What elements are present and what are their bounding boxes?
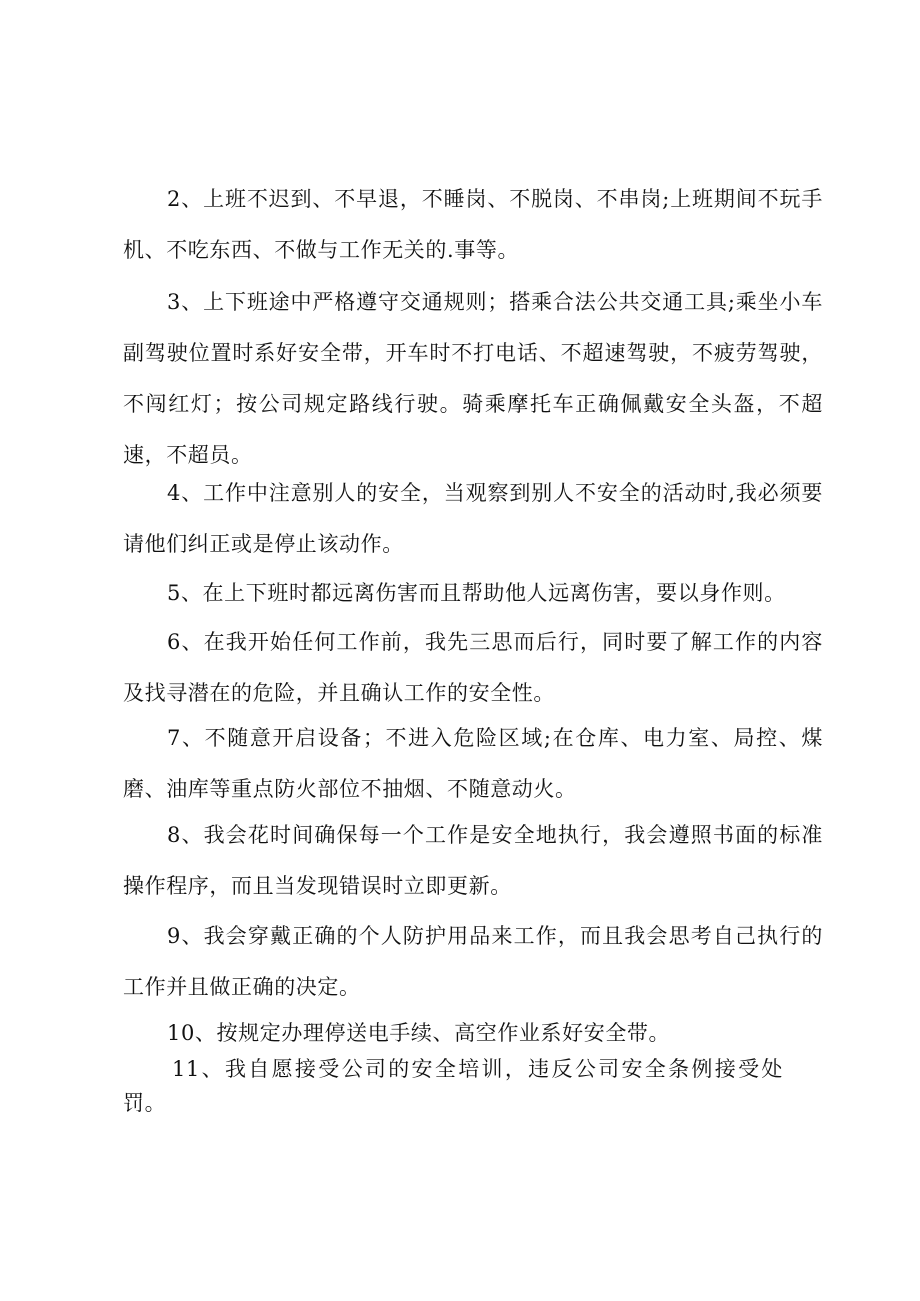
list-item-8: 8、我会花时间确保每一个工作是安全地执行，我会遵照书面的标准操作程序，而且当发现错误时立即更新。 <box>123 823 823 898</box>
list-item-10: 10、按规定办理停送电手续、高空作业系好安全带。 <box>167 1021 671 1045</box>
list-item-2: 2、上班不迟到、不早退，不睡岗、不脱岗、不串岗;上班期间不玩手机、不吃东西、不做与工作无关的.事等。 <box>123 187 823 262</box>
list-item-3: 3、上下班途中严格遵守交通规则；搭乘合法公共交通工具;乘坐小车副驾驶位置时系好安全带，开车时不打电话、不超速驾驶，不疲劳驾驶，不闯红灯；按公司规定路线行驶。骑乘摩托车正确佩戴安全头盔，不超速，不超员。 <box>123 290 823 467</box>
list-item-7: 7、不随意开启设备；不进入危险区域;在仓库、电力室、局控、煤磨、油库等重点防火部位不抽烟、不随意动火。 <box>123 726 823 801</box>
list-item-9: 9、我会穿戴正确的个人防护用品来工作，而且我会思考自己执行的工作并且做正确的决定。 <box>123 924 823 999</box>
list-item-11: 11、我自愿接受公司的安全培训，违反公司安全条例接受处罚。 <box>123 1057 783 1115</box>
list-item-4: 4、工作中注意别人的安全，当观察到别人不安全的活动时,我必须要请他们纠正或是停止该动作。 <box>123 481 823 556</box>
list-item-5: 5、在上下班时都远离伤害而且帮助他人远离伤害，要以身作则。 <box>167 581 786 605</box>
list-item-6: 6、在我开始任何工作前，我先三思而后行，同时要了解工作的内容及找寻潜在的危险，并且确认工作的安全性。 <box>123 630 823 705</box>
